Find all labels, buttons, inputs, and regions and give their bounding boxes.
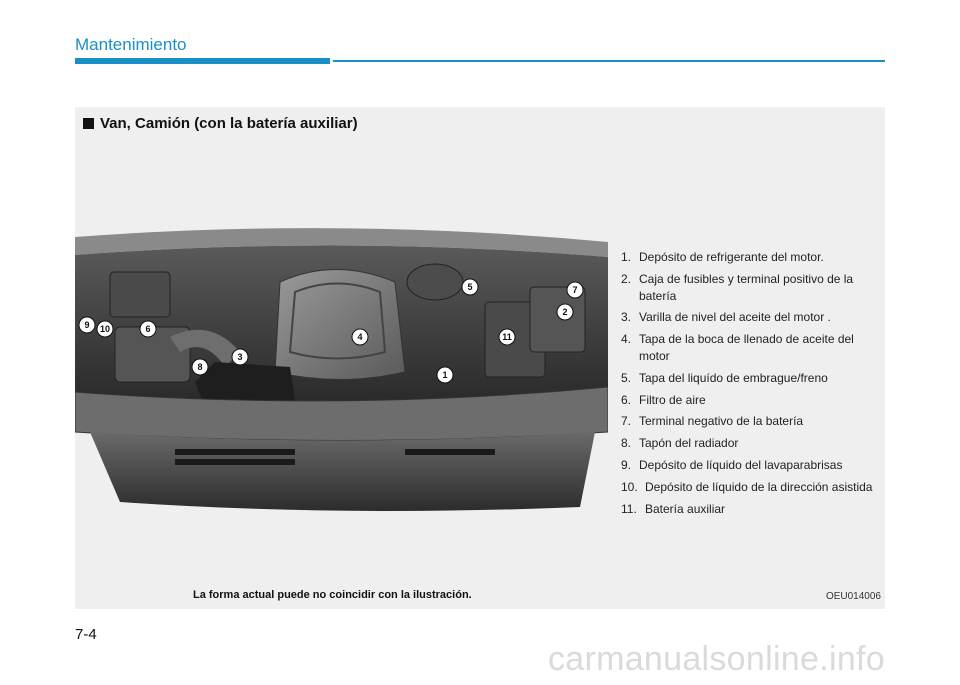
legend-item-8: 8. Tapón del radiador: [621, 436, 739, 451]
svg-text:2: 2: [562, 307, 568, 317]
illustration-caption: La forma actual puede no coincidir con la ilustración.: [193, 589, 472, 601]
callout-10: [97, 321, 113, 337]
legend-item-5: 5. Tapa del liquído de embrague/freno: [621, 370, 828, 385]
callout-9: [79, 317, 95, 333]
svg-text:6: 6: [145, 324, 151, 334]
legend-item-11: 11. Batería auxiliar: [621, 501, 726, 516]
figure-code: OEU014006: [825, 591, 881, 602]
svg-text:1: 1: [442, 370, 448, 380]
legend-item-7: 7. Terminal negativo de la batería: [621, 414, 804, 429]
square-bullet-icon: [83, 118, 94, 129]
callout-2: [557, 304, 573, 320]
section-title: Mantenimiento: [75, 35, 187, 54]
figure-panel: [75, 107, 885, 609]
callout-3: [232, 349, 248, 365]
front-bumper: [90, 432, 595, 511]
callout-4: [352, 329, 368, 345]
panel-heading: [83, 115, 358, 132]
legend-item-10: 10. Depósito de líquido de la dirección asistida: [621, 479, 873, 494]
legend-item-6: 6. Filtro de aire: [621, 392, 706, 407]
callout-11: [499, 329, 515, 345]
callout-1: [437, 367, 453, 383]
header-rule-thick: [75, 58, 330, 64]
svg-text:5: 5: [467, 282, 473, 292]
legend-item-3: 3. Varilla de nivel del aceite del motor .: [621, 310, 831, 325]
svg-text:8: 8: [197, 362, 203, 372]
svg-text:3: 3: [237, 352, 243, 362]
svg-text:7: 7: [572, 285, 578, 295]
fuse-box-left: [110, 272, 170, 317]
watermark: carmanualsonline.info: [547, 640, 885, 678]
svg-text:10: 10: [99, 324, 111, 334]
component-legend: [621, 249, 883, 522]
legend-item-9: 9. Depósito de líquido del lavaparabrisas: [621, 457, 843, 472]
svg-text:11: 11: [502, 332, 512, 342]
svg-text:9: 9: [84, 320, 90, 330]
panel-heading-text: Van, Camión (con la batería auxiliar): [100, 115, 358, 132]
callout-8: [192, 359, 208, 375]
page-number: 7-4: [75, 626, 97, 643]
legend-item-2: 2. Caja de fusibles y terminal positivo de la batería: [621, 271, 854, 303]
svg-text:4: 4: [357, 332, 363, 342]
coolant-reservoir: [407, 264, 463, 300]
engine-cover: [275, 270, 405, 380]
legend-item-1: 1. Depósito de refrigerante del motor.: [621, 250, 824, 264]
header-rule-thin: [333, 60, 885, 62]
callout-7: [567, 282, 583, 298]
engine-bay-illustration: [75, 187, 608, 607]
callout-6: [140, 321, 156, 337]
legend-item-4: 4. Tapa de la boca de llenado de aceite del motor: [621, 332, 854, 363]
callout-5: [462, 279, 478, 295]
